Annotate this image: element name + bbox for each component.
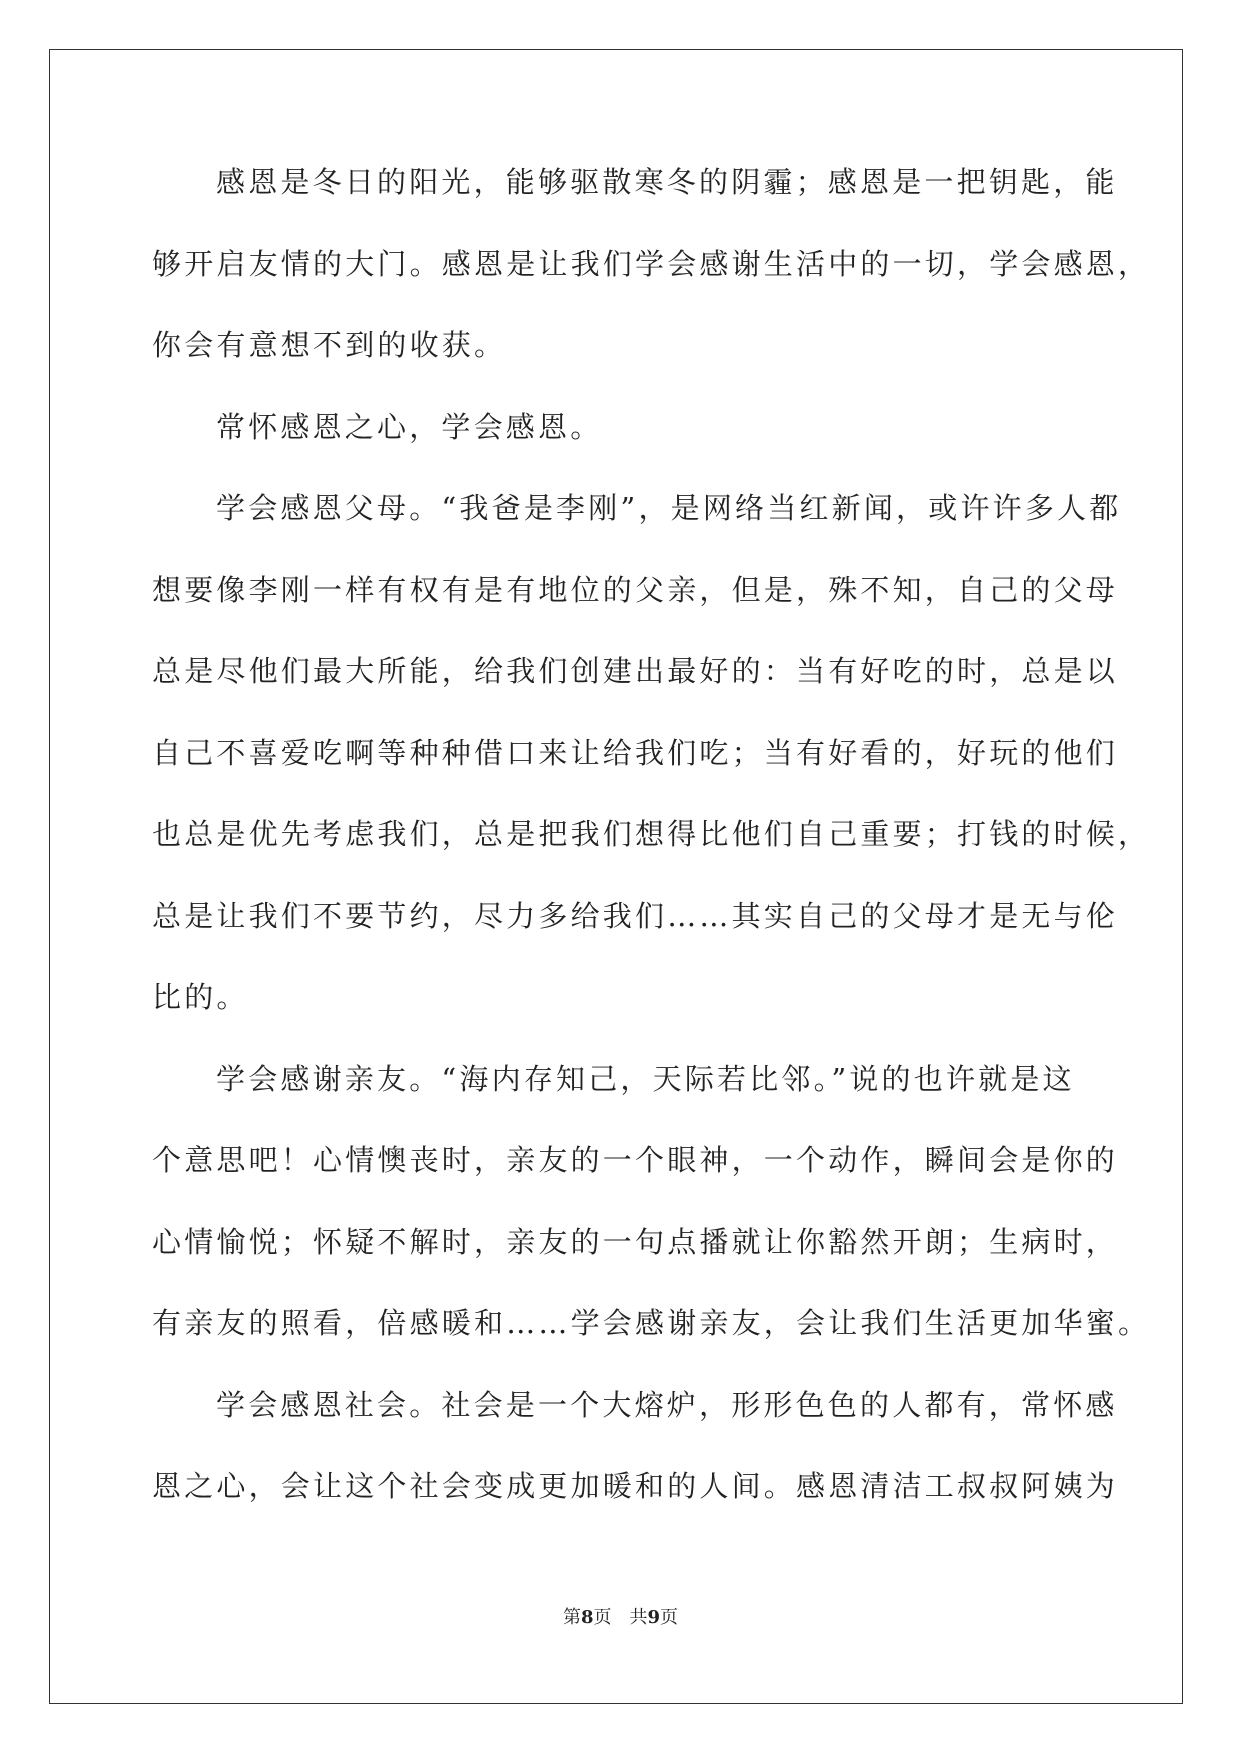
text-line: 恩之心，会让这个社会变成更加暖和的人间。感恩清洁工叔叔阿姨为 xyxy=(152,1469,1119,1503)
page-prefix: 第 xyxy=(562,1607,581,1628)
text-line: 总是让我们不要节约，尽力多给我们……其实自己的父母才是无与伦 xyxy=(152,898,1119,933)
document-body xyxy=(152,164,1151,1550)
text-line: 个意思吧！心情懊丧时，亲友的一个眼神，一个动作，瞬间会是你的 xyxy=(152,1143,1119,1177)
text-line: 常怀感恩之心，学会感恩。 xyxy=(216,409,603,444)
text-line: 比的。 xyxy=(152,980,249,1014)
page-number: 8 xyxy=(580,1607,594,1628)
total-pages: 9 xyxy=(647,1607,661,1628)
total-prefix: 共 xyxy=(629,1607,648,1628)
text-line: 心情愉悦；怀疑不解时，亲友的一句点播就让你豁然开朗；生病时， xyxy=(152,1224,1119,1259)
text-line: 总是尽他们最大所能，给我们创建出最好的：当有好吃的时，总是以 xyxy=(152,654,1119,688)
text-line: 自己不喜爱吃啊等种种借口来让给我们吃；当有好看的，好玩的他们 xyxy=(152,735,1119,770)
text-line: 学会感谢亲友。“海内存知己，天际若比邻。”说的也许就是这 xyxy=(216,1061,1075,1096)
text-line: 也总是优先考虑我们，总是把我们想得比他们自己重要；打钱的时候， xyxy=(152,817,1151,851)
text-line: 你会有意想不到的收获。 xyxy=(152,328,507,362)
total-suffix: 页 xyxy=(660,1607,679,1628)
text-line: 想要像李刚一样有权有是有地位的父亲，但是，殊不知，自己的父母 xyxy=(152,572,1119,607)
page-suffix: 页 xyxy=(593,1607,612,1628)
page-footer xyxy=(0,1603,1241,1629)
text-line: 够开启友情的大门。感恩是让我们学会感谢生活中的一切，学会感恩， xyxy=(152,246,1151,281)
text-line: 学会感恩父母。“我爸是李刚”，是网络当红新闻，或许许多人都 xyxy=(216,491,1122,525)
text-line: 感恩是冬日的阳光，能够驱散寒冬的阴霾；感恩是一把钥匙，能 xyxy=(216,165,1118,199)
text-line: 学会感恩社会。社会是一个大熔炉，形形色色的人都有，常怀感 xyxy=(216,1387,1118,1422)
text-line: 有亲友的照看，倍感暖和……学会感谢亲友，会让我们生活更加华蜜。 xyxy=(152,1306,1151,1340)
